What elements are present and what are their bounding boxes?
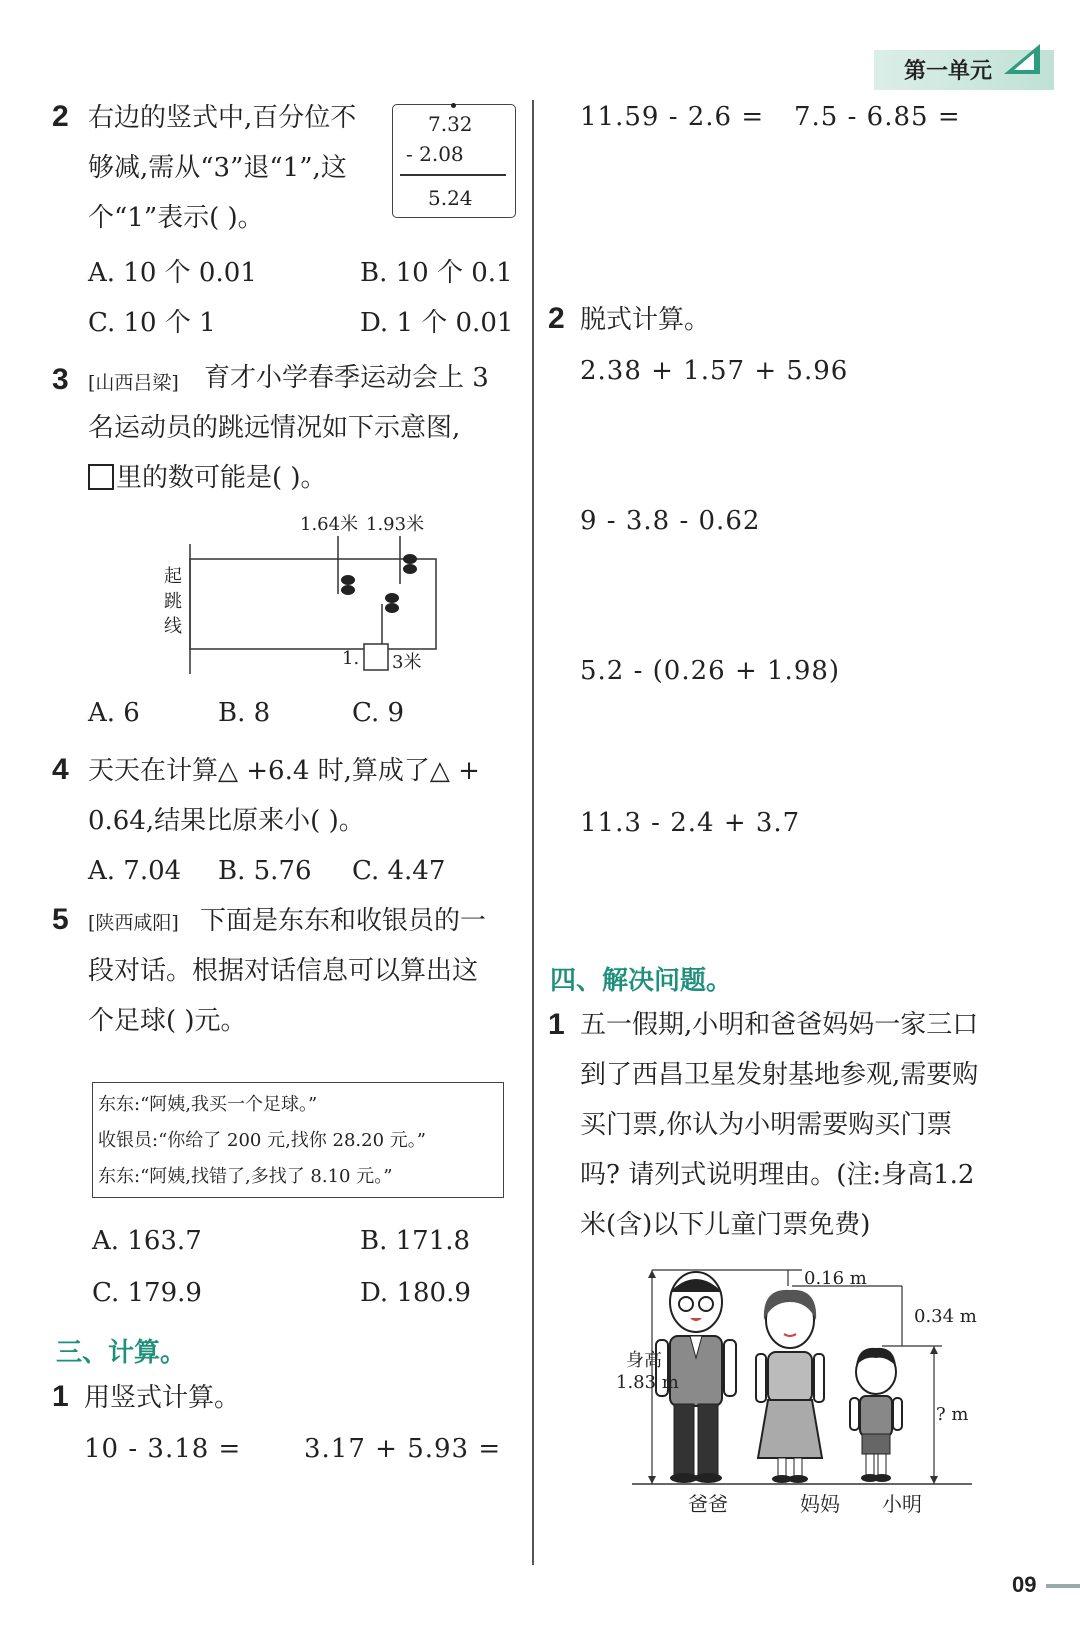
q5-option-d[interactable]: D. 180.9: [360, 1278, 471, 1308]
q5-region-tag: [陕西咸阳]: [88, 912, 179, 934]
name-child: 小明: [882, 1492, 922, 1516]
q5-line2: 段对话。根据对话信息可以算出这: [88, 956, 479, 986]
height-label-2: 1.83 m: [616, 1372, 679, 1393]
vertical-sub: - 2.08: [406, 142, 464, 166]
prob1-line3: 买门票,你认为小明需要购买门票: [580, 1110, 953, 1140]
jump-label-1: 1.64米: [300, 514, 359, 535]
column-divider: [532, 100, 534, 1565]
q2-line3: 个“1”表示( )。: [88, 203, 264, 233]
dim-top-label: 0.16 m: [804, 1268, 867, 1289]
vertical-top: 7.32: [428, 112, 473, 136]
calc1-item-1: 10 - 3.18 =: [84, 1434, 242, 1464]
q2-option-d[interactable]: D. 1 个 0.01: [360, 308, 514, 338]
q2-number: 2: [52, 100, 69, 133]
jump-label-2: 1.93米: [366, 514, 425, 535]
q4-option-c[interactable]: C. 4.47: [352, 856, 446, 886]
q5-line3: 个足球( )元。: [88, 1006, 247, 1036]
unit-title: 第一单元: [904, 59, 993, 84]
name-dad: 爸爸: [688, 1492, 728, 1516]
prob1-line2: 到了西昌卫星发射基地参观,需要购: [580, 1060, 979, 1090]
footprint-icon: [341, 575, 355, 595]
vertical-result: 5.24: [428, 186, 473, 210]
calc2-item-1: 2.38 + 1.57 + 5.96: [580, 356, 849, 386]
footprint-icon: [385, 593, 399, 613]
dialog-line-1: 东东:“阿姨,我买一个足球。”: [98, 1094, 318, 1115]
calc2-item-2: 9 - 3.8 - 0.62: [580, 506, 761, 536]
calc2-title: 脱式计算。: [580, 305, 711, 335]
calc1-number: 1: [52, 1380, 69, 1413]
q3-option-b[interactable]: B. 8: [218, 698, 271, 728]
calc1-title: 用竖式计算。: [84, 1383, 241, 1413]
calc2-number: 2: [548, 302, 565, 335]
start-line-char-2: 跳: [164, 591, 182, 612]
prob1-line5: 米(含)以下儿童门票免费): [580, 1210, 871, 1240]
blank-prefix: 1.: [342, 648, 360, 669]
ruler-icon: [1000, 40, 1048, 80]
prob1-number: 1: [548, 1008, 565, 1041]
start-line-char-1: 起: [164, 566, 182, 587]
height-label-1: 身高: [626, 1350, 662, 1371]
q2-line2: 够减,需从“3”退“1”,这: [88, 153, 347, 183]
section-3-title: 三、计算。: [56, 1338, 187, 1368]
q5-option-b[interactable]: B. 171.8: [360, 1226, 471, 1256]
q4-number: 4: [52, 753, 69, 786]
q5-option-a[interactable]: A. 163.7: [92, 1226, 202, 1256]
q4-option-a[interactable]: A. 7.04: [88, 856, 182, 886]
calc2-item-3: 5.2 - (0.26 + 1.98): [580, 656, 841, 686]
prob1-line4: 吗? 请列式说明理由。(注:身高1.2: [580, 1160, 975, 1190]
child-height-label: ? m: [936, 1404, 969, 1425]
q3-number: 3: [52, 363, 69, 396]
q2-option-a[interactable]: A. 10 个 0.01: [88, 258, 257, 288]
dialog-line-3: 东东:“阿姨,找错了,多找了 8.10 元。”: [98, 1166, 393, 1187]
calc2-item-4: 11.3 - 2.4 + 3.7: [580, 808, 801, 838]
section-4-title: 四、解决问题。: [550, 966, 733, 996]
q2-option-c[interactable]: C. 10 个 1: [88, 308, 216, 338]
vertical-line: [400, 174, 506, 176]
blank-suffix: 3米: [392, 652, 422, 673]
calc1-item-3: 11.59 - 2.6 =: [580, 102, 765, 132]
q3-line2: 名运动员的跳远情况如下示意图,: [88, 413, 461, 443]
calc1-item-4: 7.5 - 6.85 =: [794, 102, 961, 132]
q3-line1: 育才小学春季运动会上 3: [204, 363, 489, 393]
blank-square: [88, 464, 114, 490]
mom-figure: [756, 1290, 824, 1483]
child-figure: [850, 1348, 902, 1482]
dialog-line-2: 收银员:“你给了 200 元,找你 28.20 元。”: [98, 1130, 426, 1151]
dim-mid-label: 0.34 m: [914, 1306, 977, 1327]
name-mom: 妈妈: [800, 1492, 840, 1516]
footprint-icon: [403, 554, 417, 574]
prob1-line1: 五一假期,小明和爸爸妈妈一家三口: [580, 1010, 979, 1040]
q3-option-a[interactable]: A. 6: [88, 698, 140, 728]
q4-line1: 天天在计算△ +6.4 时,算成了△ +: [88, 756, 480, 786]
page-number: 09: [1012, 1572, 1037, 1597]
q2-option-b[interactable]: B. 10 个 0.1: [360, 258, 513, 288]
start-line-char-3: 线: [164, 616, 182, 637]
q3-option-c[interactable]: C. 9: [352, 698, 405, 728]
q2-line1: 右边的竖式中,百分位不: [88, 103, 357, 133]
q5-option-c[interactable]: C. 179.9: [92, 1278, 202, 1308]
q5-number: 5: [52, 903, 69, 936]
q3-line3: [88, 463, 327, 493]
q3-region-tag: [山西吕梁]: [88, 372, 179, 394]
q3-line3-text: 里的数可能是( )。: [116, 463, 327, 493]
q4-line2: 0.64,结果比原来小( )。: [88, 806, 365, 836]
calc1-item-2: 3.17 + 5.93 =: [304, 1434, 502, 1464]
q4-option-b[interactable]: B. 5.76: [218, 856, 312, 886]
family-height-figure: [612, 1262, 992, 1524]
q5-line1: 下面是东东和收银员的一: [200, 906, 487, 936]
page-decor-bar: [1046, 1584, 1080, 1588]
borrow-dot: [451, 103, 456, 108]
